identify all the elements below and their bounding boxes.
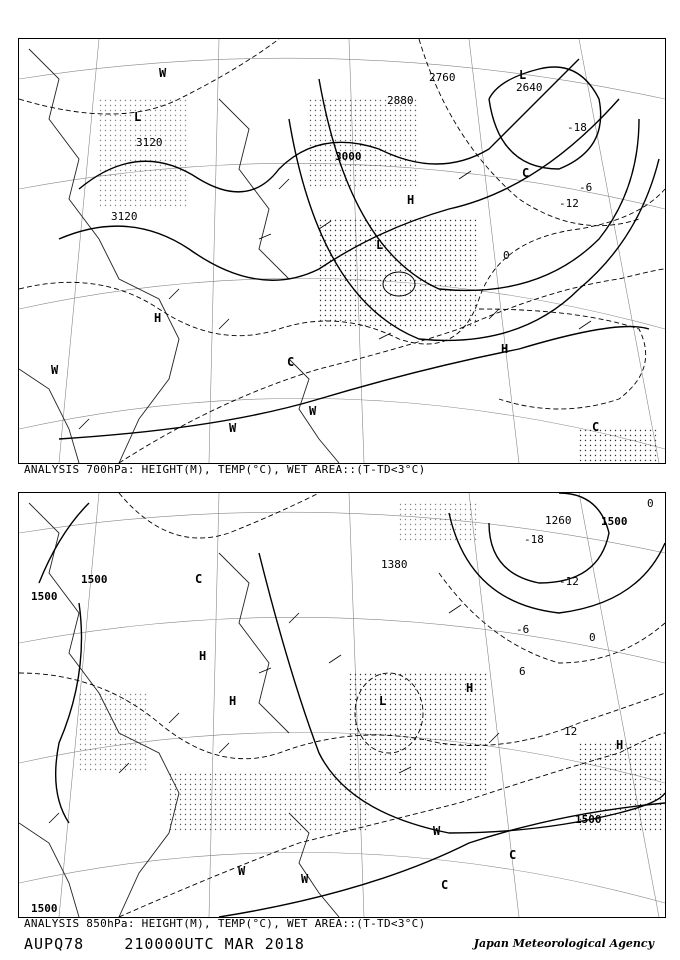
low-marker: L [379, 694, 387, 708]
contour-label: -12 [559, 575, 579, 588]
cold-marker: C [441, 878, 449, 892]
wet-area-shading [99, 99, 659, 463]
contour-label: 3000 [335, 150, 362, 163]
contour-label: 3120 [111, 210, 138, 223]
valid-time: 210000UTC MAR 2018 [124, 935, 305, 953]
cold-marker: C [287, 355, 295, 369]
warm-marker: W [229, 421, 237, 435]
contour-label: 0 [589, 631, 596, 644]
map-panel-700hpa [18, 38, 666, 464]
caption-700hpa: ANALYSIS 700hPa: HEIGHT(M), TEMP(°C), WET AREA::(T-TD<3°C) [24, 463, 426, 476]
contour-label: 6 [519, 665, 526, 678]
agency-name: Japan Meteorological Agency [473, 937, 654, 950]
low-marker: L [376, 238, 384, 252]
contour-label: 3120 [136, 136, 163, 149]
high-marker: H [616, 738, 624, 752]
caption-850hpa: ANALYSIS 850hPa: HEIGHT(M), TEMP(°C), WET AREA::(T-TD<3°C) [24, 917, 426, 930]
wet-area-shading [79, 503, 665, 833]
contour-label: 1380 [381, 558, 408, 571]
high-marker: H [199, 649, 207, 663]
map-panel-850hpa [18, 492, 666, 918]
contour-label: -6 [516, 623, 530, 636]
contour-label: 1500 [575, 813, 602, 826]
cold-marker: C [509, 848, 517, 862]
contour-label: 1500 [601, 515, 628, 528]
coastlines [19, 503, 339, 917]
product-id: AUPQ78 [24, 935, 85, 953]
contour-label: 1500 [81, 573, 108, 586]
high-marker: H [229, 694, 237, 708]
contour-label: 1260 [545, 514, 572, 527]
low-marker: L [519, 68, 527, 82]
high-marker: H [154, 311, 162, 325]
product-header [24, 935, 305, 953]
high-marker: H [407, 193, 415, 207]
contour-label: 0 [647, 497, 654, 510]
cold-marker: C [522, 166, 530, 180]
contour-label: 1500 [31, 590, 58, 603]
contour-label: 2760 [429, 71, 456, 84]
warm-marker: W [238, 864, 246, 878]
contour-label: 2880 [387, 94, 414, 107]
contour-label: 2640 [516, 81, 543, 94]
warm-marker: W [159, 66, 167, 80]
warm-marker: W [301, 872, 309, 886]
high-marker: H [466, 681, 474, 695]
high-marker: H [501, 342, 509, 356]
contour-label: 1500 [31, 902, 58, 915]
contour-label: -12 [559, 197, 579, 210]
cold-marker: C [592, 420, 600, 434]
warm-marker: W [51, 363, 59, 377]
cold-marker: C [195, 572, 203, 586]
contour-label: -18 [567, 121, 587, 134]
contour-label: 0 [503, 249, 510, 262]
warm-marker: W [433, 824, 441, 838]
map-850hpa-svg [19, 493, 665, 917]
contour-label: 12 [564, 725, 578, 738]
low-marker: L [134, 110, 142, 124]
map-700hpa-svg [19, 39, 665, 463]
warm-marker: W [309, 404, 317, 418]
contour-label: -6 [579, 181, 593, 194]
contour-label: -18 [524, 533, 544, 546]
